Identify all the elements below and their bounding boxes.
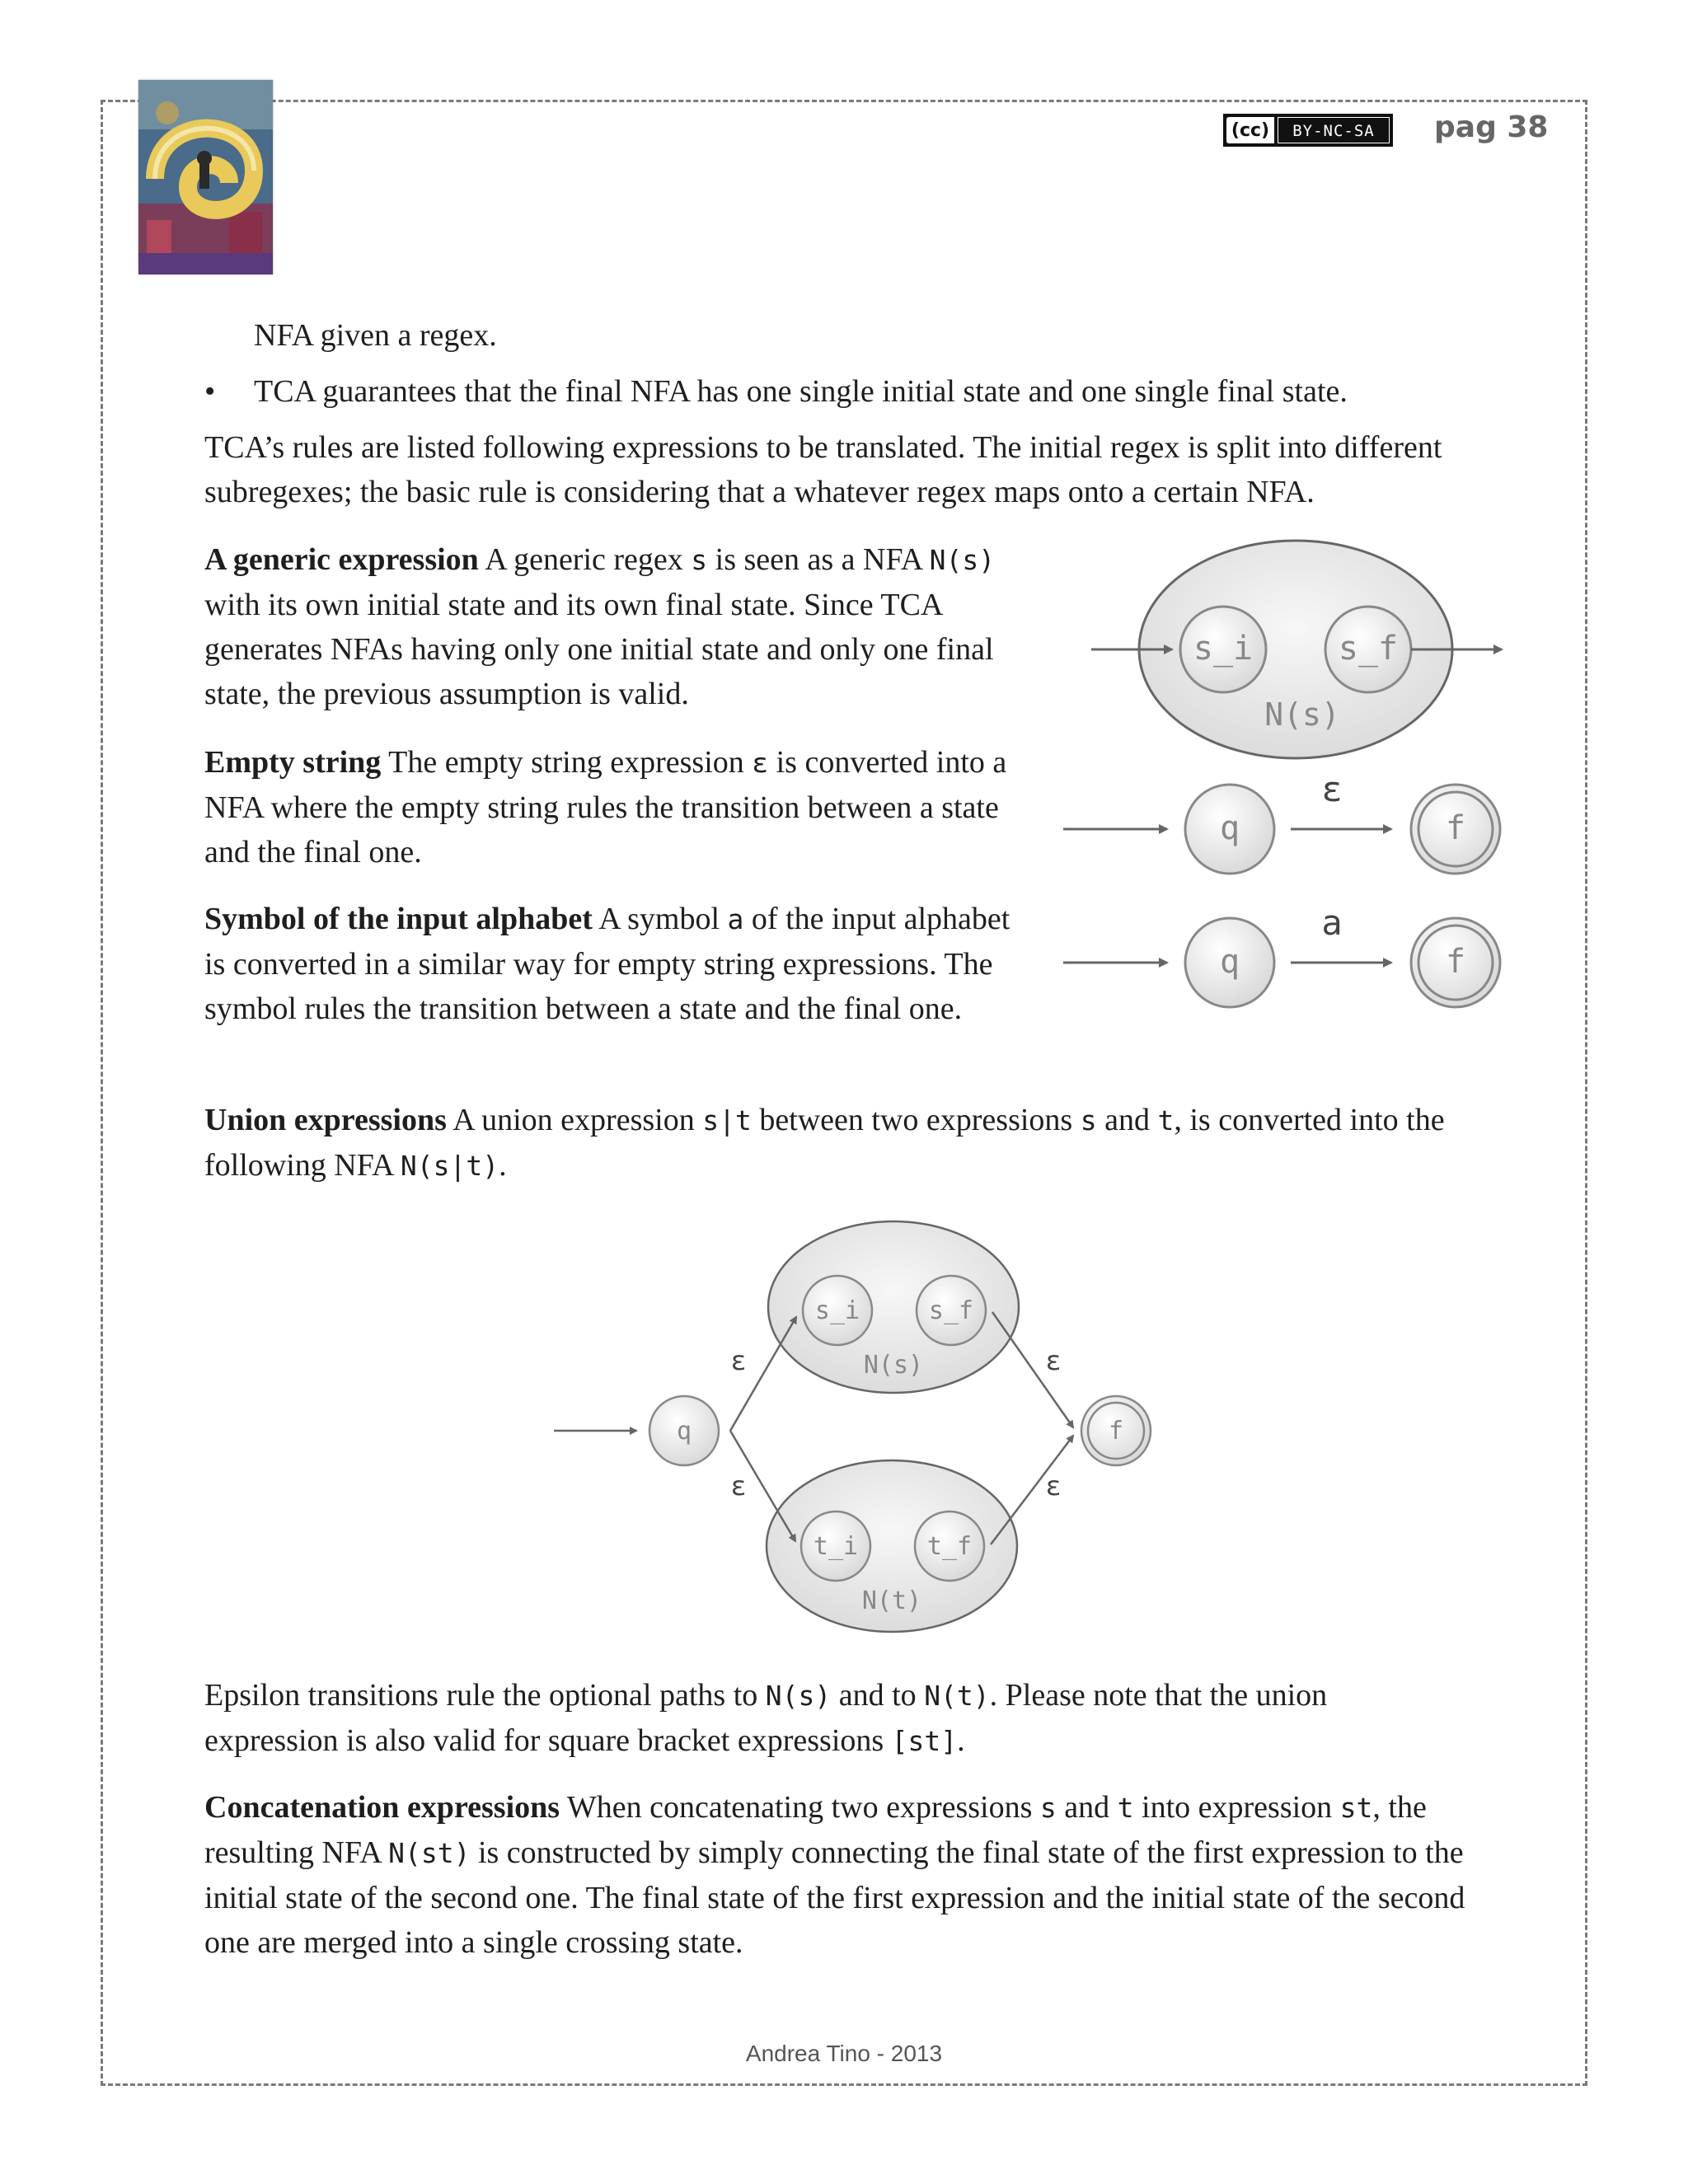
symbol-text: of the input alphabet is converted in a similar way for empty string expressions. The symbol rules the transition between a state and the final one. xyxy=(204,902,1010,1026)
generic-title: A generic expression xyxy=(204,542,479,577)
union-title: Union expressions xyxy=(204,1103,447,1137)
code-t: t xyxy=(1117,1792,1134,1824)
symbol-title: Symbol of the input alphabet xyxy=(204,902,593,936)
concat-text: into expression xyxy=(1133,1790,1340,1825)
state-q-label: q xyxy=(1219,809,1240,847)
empty-text: is converted into a NFA where the empty string rules the transition between a state and the final one. xyxy=(204,745,1007,869)
code-nst: N(s|t) xyxy=(400,1150,499,1182)
epsilon-label-bottom-right: ε xyxy=(1045,1470,1062,1502)
empty-title: Empty string xyxy=(204,745,382,780)
code-s: s xyxy=(1080,1104,1097,1137)
union-text: between two expressions xyxy=(751,1103,1081,1137)
union-text: , is converted into the following NFA xyxy=(204,1103,1445,1183)
bullet-icon: • xyxy=(204,374,216,409)
code-t: t xyxy=(1157,1104,1175,1137)
empty-string-diagram xyxy=(1055,758,1517,882)
concat-text: When concatenating two expressions xyxy=(560,1790,1040,1825)
symbol-label: a xyxy=(1321,902,1343,943)
nfa-ns-label: N(s) xyxy=(1264,696,1340,733)
code-brackets: [st] xyxy=(891,1725,958,1757)
concat-text: , the resulting NFA xyxy=(204,1790,1427,1870)
union-text: A union expression xyxy=(446,1103,703,1137)
note-text: and to xyxy=(831,1678,925,1713)
code-nt: N(t) xyxy=(924,1680,990,1712)
symbol-text: A symbol xyxy=(592,902,728,936)
final-state-label: f xyxy=(1445,943,1466,981)
epsilon-label-top-right: ε xyxy=(1045,1345,1062,1376)
bullet-text: TCA guarantees that the final NFA has one single initial state and one single final state. xyxy=(254,374,1348,409)
license-label: BY-NC-SA xyxy=(1278,117,1390,143)
state-s-f-label: s_f xyxy=(928,1296,974,1325)
empty-paragraph xyxy=(204,740,1029,874)
state-s-f-label: s_f xyxy=(1338,630,1399,668)
code-st: st xyxy=(1339,1792,1373,1824)
code-s: s xyxy=(691,544,708,576)
nfa-ns-label: N(s) xyxy=(863,1351,924,1380)
code-ns: N(s) xyxy=(765,1680,832,1712)
symbol-diagram xyxy=(1055,893,1517,1017)
code-nst: N(st) xyxy=(388,1837,471,1869)
concat-paragraph xyxy=(204,1785,1515,1965)
union-text: . xyxy=(499,1148,507,1183)
generic-text: A generic regex xyxy=(478,542,692,577)
concat-text: and xyxy=(1056,1790,1118,1825)
page-number: pag 38 xyxy=(1434,110,1549,144)
concat-text: is constructed by simply connecting the final state of the first expression to the initial state of the second one. The final state of the first expression and the initial state of the second one are merged into a single crossing state. xyxy=(204,1835,1465,1960)
concat-title: Concatenation expressions xyxy=(204,1790,560,1825)
state-t-f-label: t_f xyxy=(926,1532,973,1561)
generic-paragraph xyxy=(204,537,1037,716)
union-nfa-diagram xyxy=(544,1220,1170,1640)
state-s-i-label: s_i xyxy=(1193,630,1254,668)
rules-intro: TCA’s rules are listed following expressions to be translated. The initial regex is split into different subregexes; the basic rule is considering that a whatever regex maps onto a certain NFA. xyxy=(204,430,1442,509)
note-text: . xyxy=(957,1723,965,1758)
generic-text: is seen as a NFA xyxy=(707,542,930,577)
state-t-i-label: t_i xyxy=(813,1532,859,1561)
note-text: Epsilon transitions rule the optional paths to xyxy=(204,1678,766,1713)
code-union: s|t xyxy=(702,1104,752,1137)
epsilon-label-top-left: ε xyxy=(730,1345,747,1376)
final-state-label: f xyxy=(1445,809,1466,847)
page-footer: Andrea Tino - 2013 xyxy=(745,2041,943,2066)
epsilon-label-bottom-left: ε xyxy=(730,1470,747,1502)
cc-icon: (cc) xyxy=(1226,117,1274,143)
epsilon-note xyxy=(204,1673,1441,1764)
note-text: . Please note that the union expression is also valid for square bracket expressions xyxy=(204,1678,1328,1758)
final-state-label: f xyxy=(1108,1417,1124,1446)
generic-text: with its own initial state and its own final state. Since TCA generates NFAs having only one initial state and only one final state, the previous assumption is valid. xyxy=(204,588,994,711)
state-q-label: q xyxy=(676,1417,692,1446)
intro-continuation: NFA given a regex. xyxy=(254,318,497,353)
union-text: and xyxy=(1096,1103,1158,1137)
epsilon-label: ε xyxy=(1321,769,1343,809)
license-badge[interactable] xyxy=(1223,114,1393,147)
state-q-label: q xyxy=(1219,943,1240,981)
generic-nfa-diagram xyxy=(1071,527,1517,766)
symbol-paragraph xyxy=(204,897,1029,1031)
book-cover-thumbnail xyxy=(138,80,273,274)
union-paragraph xyxy=(204,1098,1515,1188)
empty-text: The empty string expression xyxy=(381,745,753,780)
code-a: a xyxy=(727,903,744,935)
code-s: s xyxy=(1039,1792,1057,1824)
code-ns: N(s) xyxy=(929,544,996,576)
state-s-i-label: s_i xyxy=(814,1296,860,1325)
code-epsilon: ε xyxy=(752,747,769,779)
nfa-nt-label: N(t) xyxy=(861,1586,922,1615)
